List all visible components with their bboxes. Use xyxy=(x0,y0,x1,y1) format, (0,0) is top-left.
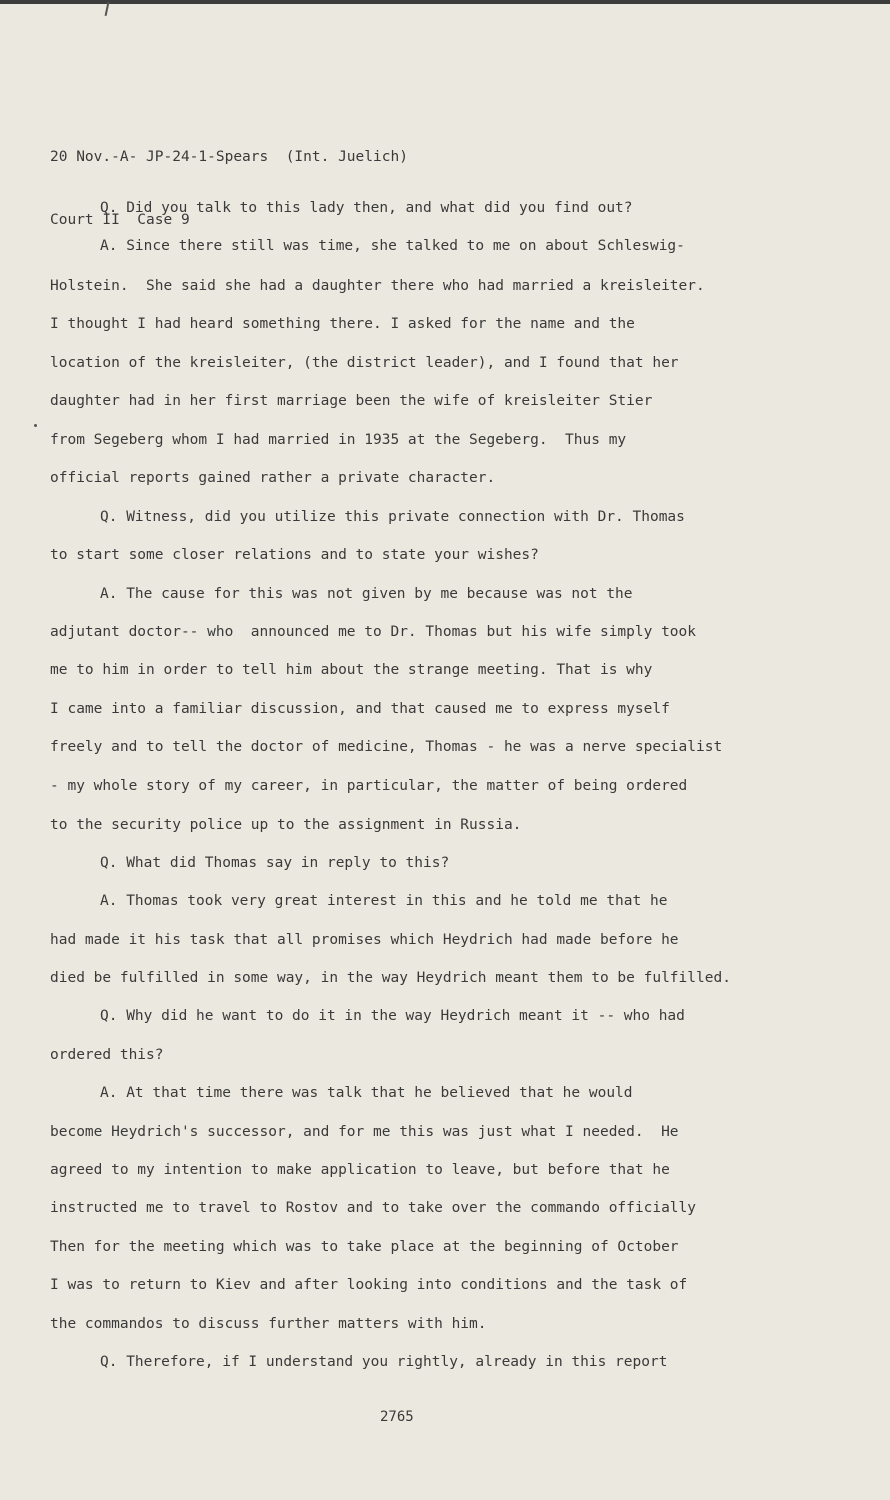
body-line: to start some closer relations and to state your wishes? xyxy=(50,547,539,563)
body-line: me to him in order to tell him about the strange meeting. That is why xyxy=(50,662,653,678)
body-line: the commandos to discuss further matters with him. xyxy=(50,1316,487,1332)
body-line: from Segeberg whom I had married in 1935 at the Segeberg. Thus my xyxy=(50,432,627,448)
body-line: to the security police up to the assignment in Russia. xyxy=(50,817,522,833)
page-number: 2765 xyxy=(380,1409,414,1425)
body-line: Q. Why did he want to do it in the way Heydrich meant it -- who had xyxy=(100,1008,685,1024)
body-line: ordered this? xyxy=(50,1047,164,1063)
body-line: Then for the meeting which was to take place at the beginning of October xyxy=(50,1239,679,1255)
header-line-1: 20 Nov.-A- JP-24-1-Spears (Int. Juelich) xyxy=(50,149,408,165)
body-line: Holstein. She said she had a daughter there who had married a kreisleiter. xyxy=(50,278,705,294)
header-line-2: Court II Case 9 xyxy=(50,212,190,228)
body-line: I was to return to Kiev and after looking into conditions and the task of xyxy=(50,1277,688,1293)
body-line: instructed me to travel to Rostov and to take over the commando officially xyxy=(50,1200,697,1216)
body-line: I thought I had heard something there. I asked for the name and the xyxy=(50,316,635,332)
body-line: A. At that time there was talk that he believed that he would xyxy=(100,1085,633,1101)
body-line: - my whole story of my career, in particular, the matter of being ordered xyxy=(50,778,688,794)
body-line: A. The cause for this was not given by me because was not the xyxy=(100,586,633,602)
body-line: A. Since there still was time, she talked to me on about Schleswig- xyxy=(100,238,685,254)
body-line: become Heydrich's successor, and for me this was just what I needed. He xyxy=(50,1124,679,1140)
body-line: Q. What did Thomas say in reply to this? xyxy=(100,855,450,871)
body-line: Q. Did you talk to this lady then, and what did you find out? xyxy=(100,200,633,216)
body-line: official reports gained rather a private character. xyxy=(50,470,496,486)
body-line: died be fulfilled in some way, in the way Heydrich meant them to be fulfilled. xyxy=(50,970,731,986)
body-line: had made it his task that all promises which Heydrich had made before he xyxy=(50,932,679,948)
body-line: A. Thomas took very great interest in this and he told me that he xyxy=(100,893,668,909)
body-line: Q. Therefore, if I understand you rightly, already in this report xyxy=(100,1354,668,1370)
body-line: location of the kreisleiter, (the district leader), and I found that her xyxy=(50,355,679,371)
page-top-edge xyxy=(0,0,890,4)
body-line: daughter had in her first marriage been the wife of kreisleiter Stier xyxy=(50,393,653,409)
body-line: I came into a familiar discussion, and that caused me to express myself xyxy=(50,701,670,717)
margin-mark xyxy=(34,424,37,427)
body-line: adjutant doctor-- who announced me to Dr. Thomas but his wife simply took xyxy=(50,624,697,640)
body-line: agreed to my intention to make application to leave, but before that he xyxy=(50,1162,670,1178)
body-line: Q. Witness, did you utilize this private connection with Dr. Thomas xyxy=(100,509,685,525)
body-line: freely and to tell the doctor of medicine, Thomas - he was a nerve specialist xyxy=(50,739,723,755)
pencil-mark xyxy=(105,2,110,16)
